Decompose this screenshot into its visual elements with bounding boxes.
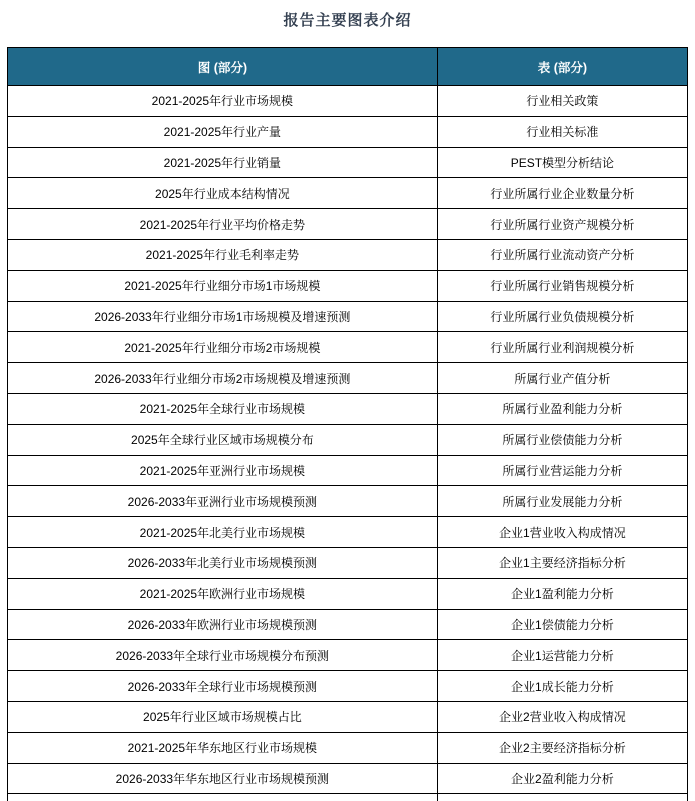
chart-title-cell: 2026-2033年亚洲行业市场规模预测	[8, 486, 438, 517]
table-row	[8, 455, 688, 486]
table-row	[8, 486, 688, 517]
table-title-cell: 企业2营业收入构成情况	[437, 701, 687, 732]
table-row	[8, 763, 688, 794]
charts-tables-overview-table	[7, 47, 688, 801]
table-header-row	[8, 48, 688, 86]
chart-title-cell: 2026-2033年北美行业市场规模预测	[8, 547, 438, 578]
table-row	[8, 147, 688, 178]
chart-title-cell: 2021-2025年全球行业市场规模	[8, 393, 438, 424]
table-row	[8, 363, 688, 394]
chart-title-cell: 2026-2033年华东地区行业市场规模预测	[8, 763, 438, 794]
table-title-cell: 所属行业营运能力分析	[437, 455, 687, 486]
table-title-cell: 企业1偿债能力分析	[437, 609, 687, 640]
table-title-cell: 行业所属行业利润规模分析	[437, 332, 687, 363]
chart-title-cell: 2021-2025年亚洲行业市场规模	[8, 455, 438, 486]
table-title-cell: 企业1成长能力分析	[437, 671, 687, 702]
table-row	[8, 301, 688, 332]
chart-title-cell: 2026-2033年行业细分市场1市场规模及增速预测	[8, 301, 438, 332]
chart-title-cell: 2025年全球行业区域市场规模分布	[8, 424, 438, 455]
empty-cell	[437, 794, 687, 801]
chart-title-cell: 2025年行业成本结构情况	[8, 178, 438, 209]
chart-title-cell: 2021-2025年行业细分市场1市场规模	[8, 270, 438, 301]
table-title-cell: 所属行业盈利能力分析	[437, 393, 687, 424]
table-title-cell: 所属行业发展能力分析	[437, 486, 687, 517]
table-title-cell: 企业1盈利能力分析	[437, 578, 687, 609]
table-row	[8, 517, 688, 548]
chart-title-cell: 2021-2025年华东地区行业市场规模	[8, 732, 438, 763]
table-row	[8, 547, 688, 578]
column-header-charts: 图 (部分)	[8, 48, 438, 86]
table-title-cell: 行业相关政策	[437, 86, 687, 117]
table-row	[8, 424, 688, 455]
table-row	[8, 732, 688, 763]
chart-title-cell: 2021-2025年行业市场规模	[8, 86, 438, 117]
page-title: 报告主要图表介绍	[283, 12, 412, 29]
table-row	[8, 239, 688, 270]
table-title-cell: 行业所属行业资产规模分析	[437, 209, 687, 240]
table-row	[8, 671, 688, 702]
table-title-cell: 行业所属行业负债规模分析	[437, 301, 687, 332]
table-title-cell: 企业2盈利能力分析	[437, 763, 687, 794]
chart-title-cell: 2021-2025年行业平均价格走势	[8, 209, 438, 240]
table-row	[8, 116, 688, 147]
chart-title-cell: 2021-2025年行业毛利率走势	[8, 239, 438, 270]
chart-title-cell: 2021-2025年欧洲行业市场规模	[8, 578, 438, 609]
table-title-cell: 企业1主要经济指标分析	[437, 547, 687, 578]
chart-title-cell: 2021-2025年行业销量	[8, 147, 438, 178]
chart-title-cell: 2026-2033年全球行业市场规模预测	[8, 671, 438, 702]
table-row	[8, 578, 688, 609]
table-row	[8, 270, 688, 301]
table-title-cell: 企业2主要经济指标分析	[437, 732, 687, 763]
table-row-partial	[8, 794, 688, 801]
table-row	[8, 209, 688, 240]
chart-title-cell: 2026-2033年行业细分市场2市场规模及增速预测	[8, 363, 438, 394]
table-title-cell: 行业所属行业销售规模分析	[437, 270, 687, 301]
table-row	[8, 393, 688, 424]
table-title-cell: 企业1运营能力分析	[437, 640, 687, 671]
table-row	[8, 609, 688, 640]
chart-title-cell: 2021-2025年行业产量	[8, 116, 438, 147]
table-row	[8, 640, 688, 671]
table-title-cell: 行业所属行业企业数量分析	[437, 178, 687, 209]
table-title-cell: 行业相关标准	[437, 116, 687, 147]
column-header-tables: 表 (部分)	[437, 48, 687, 86]
chart-title-cell: 2026-2033年全球行业市场规模分布预测	[8, 640, 438, 671]
empty-cell	[8, 794, 438, 801]
table-title-cell: 企业1营业收入构成情况	[437, 517, 687, 548]
table-row	[8, 178, 688, 209]
table-title-cell: 行业所属行业流动资产分析	[437, 239, 687, 270]
table-title-cell: 所属行业产值分析	[437, 363, 687, 394]
chart-title-cell: 2025年行业区域市场规模占比	[8, 701, 438, 732]
chart-title-cell: 2021-2025年行业细分市场2市场规模	[8, 332, 438, 363]
table-row	[8, 86, 688, 117]
chart-title-cell: 2026-2033年欧洲行业市场规模预测	[8, 609, 438, 640]
chart-title-cell: 2021-2025年北美行业市场规模	[8, 517, 438, 548]
table-row	[8, 332, 688, 363]
table-title-cell: 所属行业偿债能力分析	[437, 424, 687, 455]
table-row	[8, 701, 688, 732]
table-title-cell: PEST模型分析结论	[437, 147, 687, 178]
